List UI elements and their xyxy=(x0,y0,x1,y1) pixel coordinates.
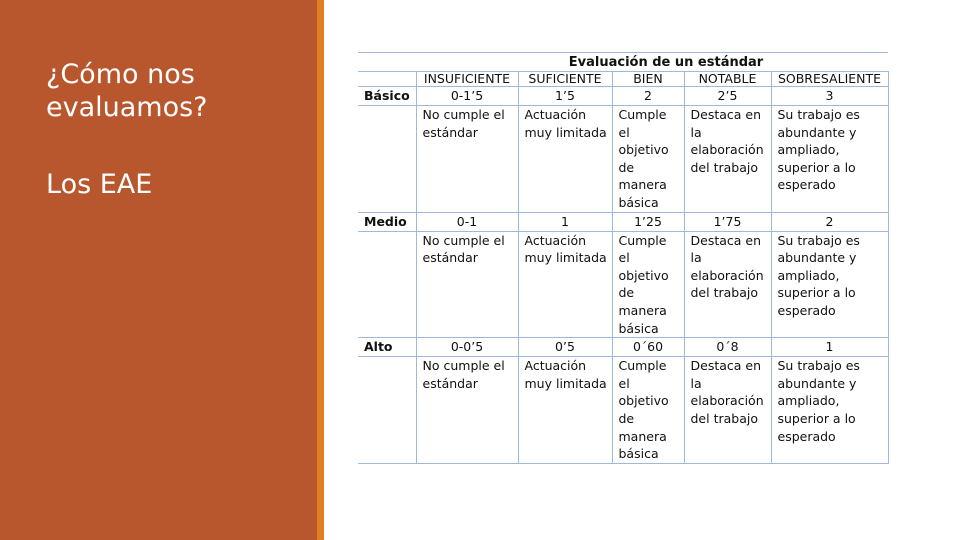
description-line: el xyxy=(618,375,630,391)
description-line: Actuación xyxy=(524,358,587,374)
description-line: objetivo xyxy=(618,142,669,158)
description-line: muy limitada xyxy=(524,124,607,140)
level-label: Básico xyxy=(358,87,416,106)
level-label: Alto xyxy=(358,338,416,357)
description-line: Destaca en xyxy=(690,107,762,122)
score-row xyxy=(358,338,888,357)
score-cell: 0´60 xyxy=(612,338,684,357)
level-label: Medio xyxy=(358,212,416,231)
description-line: superior a lo xyxy=(777,285,856,301)
description-line: de xyxy=(618,410,635,426)
description-line: el xyxy=(618,250,630,266)
column-header: INSUFICIENTE xyxy=(416,72,518,87)
description-line: elaboración xyxy=(690,267,764,283)
score-cell: 0-1 xyxy=(416,212,518,231)
description-line: No cumple el xyxy=(422,358,505,374)
description-line: Cumple xyxy=(618,232,667,248)
description-row xyxy=(358,357,888,464)
header-corner xyxy=(358,72,416,87)
description-line: de xyxy=(618,159,635,175)
description-cell xyxy=(612,231,684,338)
description-line: abundante y xyxy=(777,124,857,140)
description-cell xyxy=(684,106,771,213)
description-line: superior a lo xyxy=(777,159,856,175)
description-line: esperado xyxy=(777,177,836,193)
score-cell: 0’5 xyxy=(518,338,612,357)
rubric-body xyxy=(358,72,888,464)
description-row xyxy=(358,106,888,213)
description-line: elaboración xyxy=(690,393,764,409)
description-line: Su trabajo es xyxy=(777,358,860,374)
description-line: superior a lo xyxy=(777,410,856,426)
description-cell xyxy=(416,106,518,213)
description-cell xyxy=(612,357,684,464)
description-line: Actuación xyxy=(524,232,587,248)
description-line: elaboración xyxy=(690,142,764,158)
description-line: básica xyxy=(618,446,659,462)
column-header: NOTABLE xyxy=(684,72,771,87)
description-line: la xyxy=(690,250,702,266)
description-cell xyxy=(416,357,518,464)
description-cell xyxy=(684,231,771,338)
description-line: objetivo xyxy=(618,267,669,283)
rubric-title: Evaluación de un estándar xyxy=(358,52,888,71)
description-line: esperado xyxy=(777,302,836,318)
description-line: ampliado, xyxy=(777,267,840,283)
description-line: la xyxy=(690,124,702,140)
description-line: básica xyxy=(618,194,659,210)
description-line: ampliado, xyxy=(777,393,840,409)
score-cell: 2 xyxy=(771,212,888,231)
description-line: del trabajo xyxy=(690,159,758,175)
description-line: Destaca en xyxy=(690,358,762,374)
score-cell: 0-1’5 xyxy=(416,87,518,106)
description-line: básica xyxy=(618,320,659,336)
description-line: objetivo xyxy=(618,393,669,409)
description-line: Actuación xyxy=(524,107,587,122)
description-line: No cumple el xyxy=(422,232,505,248)
description-cell xyxy=(771,106,888,213)
description-line: manera xyxy=(618,177,667,193)
header-row xyxy=(358,72,888,87)
description-line: abundante y xyxy=(777,375,857,391)
description-line: la xyxy=(690,375,702,391)
slide-title-line-2: evaluamos? xyxy=(46,92,208,123)
description-line: Cumple xyxy=(618,107,667,122)
description-line: muy limitada xyxy=(524,250,607,266)
column-header: SUFICIENTE xyxy=(518,72,612,87)
level-spacer xyxy=(358,106,416,213)
column-header: BIEN xyxy=(612,72,684,87)
description-cell xyxy=(612,106,684,213)
score-cell: 1’75 xyxy=(684,212,771,231)
rubric-table-image xyxy=(358,52,888,464)
description-line: del trabajo xyxy=(690,410,758,426)
description-line: No cumple el xyxy=(422,107,505,122)
description-line: Destaca en xyxy=(690,232,762,248)
score-cell: 1 xyxy=(518,212,612,231)
description-cell xyxy=(518,231,612,338)
description-line: el xyxy=(618,124,630,140)
description-line: muy limitada xyxy=(524,375,607,391)
description-line: abundante y xyxy=(777,250,857,266)
description-row xyxy=(358,231,888,338)
rubric-grid xyxy=(358,71,889,464)
description-line: estándar xyxy=(422,124,478,140)
score-cell: 1’5 xyxy=(518,87,612,106)
slide-title-line-1: ¿Cómo nos xyxy=(46,59,195,90)
description-line: estándar xyxy=(422,375,478,391)
score-row xyxy=(358,87,888,106)
description-cell xyxy=(416,231,518,338)
level-spacer xyxy=(358,231,416,338)
description-line: de xyxy=(618,285,635,301)
score-cell: 1 xyxy=(771,338,888,357)
score-cell: 2 xyxy=(612,87,684,106)
score-cell: 3 xyxy=(771,87,888,106)
description-line: manera xyxy=(618,428,667,444)
description-cell xyxy=(771,357,888,464)
description-cell xyxy=(771,231,888,338)
level-spacer xyxy=(358,357,416,464)
accent-bar xyxy=(317,0,324,540)
score-row xyxy=(358,212,888,231)
description-line: esperado xyxy=(777,428,836,444)
description-cell xyxy=(518,357,612,464)
score-cell: 0´8 xyxy=(684,338,771,357)
description-line: Su trabajo es xyxy=(777,107,860,122)
description-line: ampliado, xyxy=(777,142,840,158)
description-cell xyxy=(518,106,612,213)
score-cell: 1’25 xyxy=(612,212,684,231)
slide-subtitle: Los EAE xyxy=(46,169,153,200)
score-cell: 2’5 xyxy=(684,87,771,106)
description-line: estándar xyxy=(422,250,478,266)
description-line: del trabajo xyxy=(690,285,758,301)
description-line: Cumple xyxy=(618,358,667,374)
column-header: SOBRESALIENTE xyxy=(771,72,888,87)
description-line: Su trabajo es xyxy=(777,232,860,248)
slide-title xyxy=(46,58,208,124)
description-cell xyxy=(684,357,771,464)
score-cell: 0-0’5 xyxy=(416,338,518,357)
description-line: manera xyxy=(618,302,667,318)
